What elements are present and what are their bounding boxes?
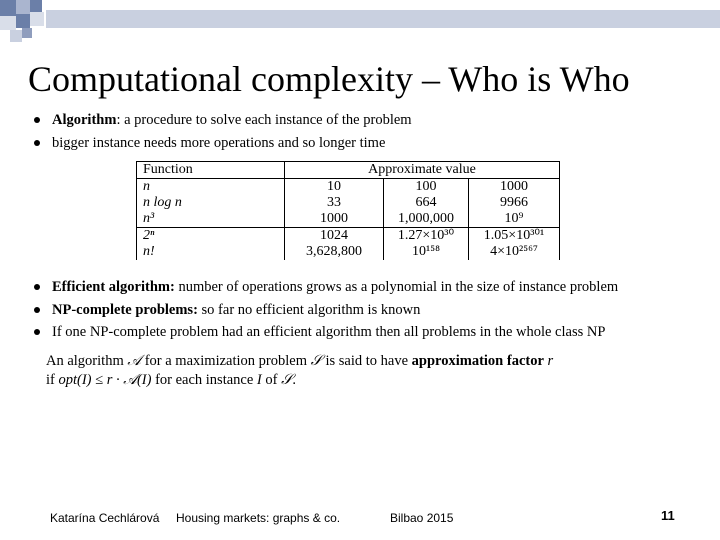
definition-text: An algorithm [46,353,128,369]
table-row [137,244,560,260]
cell-value: 10⁹ [469,211,560,228]
definition-text: of [261,372,282,388]
variable-r: r [543,353,554,369]
footer-talk-title: Housing markets: graphs & co. [176,511,341,525]
bullet-text: so far no efficient algorithm is known [197,302,421,318]
cell-function: n³ [137,211,285,228]
cell-value: 1000 [285,211,384,228]
cell-value: 100 [384,179,469,196]
cell-value: 10¹⁵⁸ [384,244,469,260]
bullet-dot [34,140,40,146]
bullet-dot [34,284,40,290]
header-decoration [0,0,720,50]
bullet-bold: Efficient algorithm: [52,279,175,295]
definition-text: for each instance [151,372,257,388]
cell-value: 664 [384,195,469,211]
bullet-bold: NP-complete problems: [52,302,198,318]
cell-value: 9966 [469,195,560,211]
cell-value: 10 [285,179,384,196]
cell-value: 1.05×10³⁰¹ [469,228,560,245]
footer-venue: Bilbao 2015 [390,511,454,525]
definition-text: is said to have [321,353,412,369]
bullet-bold: Algorithm [52,112,117,128]
bullet-dot [34,329,40,335]
symbol-problem: 𝒮 [281,372,293,388]
cell-value: 1.27×10³⁰ [384,228,469,245]
header-approximate-value: Approximate value [285,162,560,179]
symbol-problem: 𝒮 [310,353,322,369]
bullet-dot [34,117,40,123]
cell-value: 33 [285,195,384,211]
bullet-efficient-algorithm [34,279,618,296]
symbol-algorithm: 𝒜 [127,353,142,369]
page-number: 11 [661,508,675,523]
bullet-text: : a procedure to solve each instance of the problem [116,112,412,128]
cell-value: 4×10²⁵⁶⁷ [469,244,560,260]
definition-line-2 [46,372,296,389]
bullet-text: bigger instance needs more operations and so longer time [52,135,386,151]
table-row [137,228,560,245]
bullet-text: number of operations grows as a polynomial in the size of instance problem [174,279,619,295]
cell-function: n [137,179,285,196]
header-function: Function [137,162,285,179]
cell-value: 1024 [285,228,384,245]
footer-author: Katarína Cechlárová [50,511,160,525]
bullet-text: If one NP-complete problem had an efficient algorithm then all problems in the whole class NP [52,324,606,340]
bullet-algorithm [34,112,412,129]
definition-text: for a maximization problem [141,353,311,369]
definition-line-1 [46,353,553,370]
definition-text: . [292,372,296,388]
table-row [137,211,560,228]
cell-value: 1,000,000 [384,211,469,228]
complexity-table [136,161,560,260]
table-row [137,195,560,211]
definition-text: if [46,372,59,388]
bullet-dot [34,307,40,313]
approximation-factor-term: approximation factor [411,353,544,369]
table-header-row [137,162,560,179]
cell-function: n log n [137,195,285,211]
bullet-if-one-np-complete [34,324,605,341]
cell-value: 3,628,800 [285,244,384,260]
bullet-np-complete [34,302,420,319]
bullet-bigger-instance [34,135,385,152]
variable-i: I [256,372,262,388]
cell-function: n! [137,244,285,260]
table-row [137,179,560,196]
slide-title: Computational complexity – Who is Who [28,59,630,99]
cell-value: 1000 [469,179,560,196]
inequality: opt(I) ≤ r · 𝒜(I) [58,372,152,388]
cell-function: 2ⁿ [137,228,285,245]
